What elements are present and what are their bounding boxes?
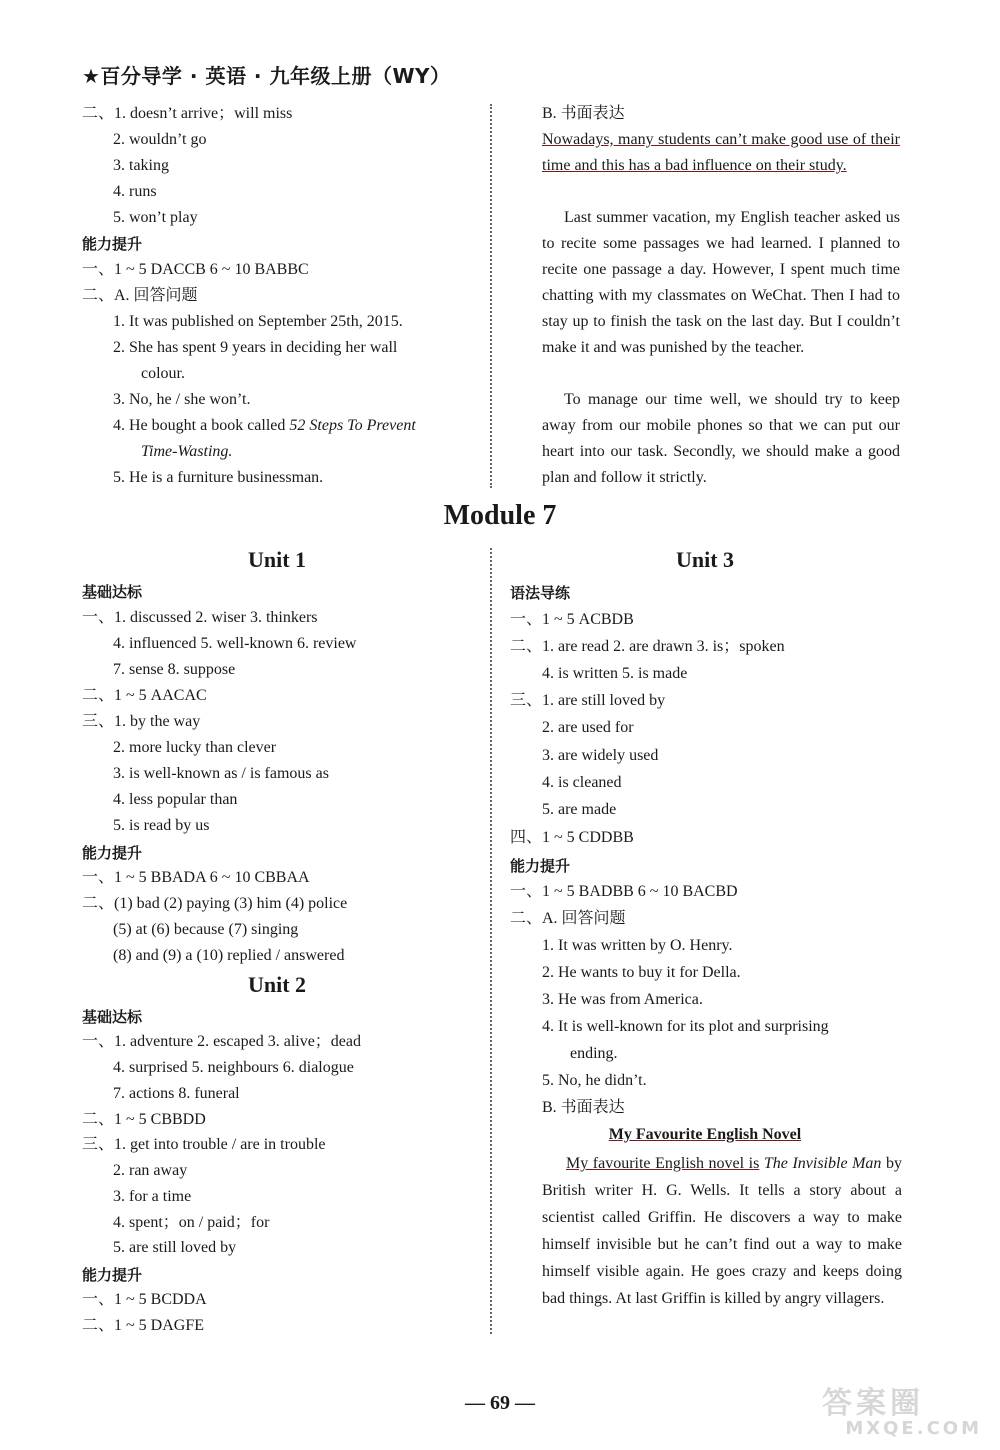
answer-line: 一、1 ~ 5 DACCB 6 ~ 10 BABBC	[82, 261, 309, 278]
answer-text: 4. He bought a book called	[113, 417, 286, 434]
section-heading: 基础达标	[82, 1008, 143, 1026]
book-title: The Invisible Man	[763, 1155, 882, 1172]
answer-line: 1. It was written by O. Henry.	[542, 937, 733, 954]
answer-line: 1. It was published on September 25th, 2015.	[113, 313, 403, 330]
unit1-title: Unit 1	[247, 547, 307, 572]
column-divider	[490, 548, 492, 1334]
writing-label: B. 书面表达	[542, 1099, 625, 1116]
answer-line: 二、(1) bad (2) paying (3) him (4) police	[82, 895, 348, 912]
answer-line: 三、1. get into trouble / are in trouble	[82, 1136, 326, 1153]
page-number: — 69 —	[465, 1392, 535, 1414]
answer-line: 4. surprised 5. neighbours 6. dialogue	[113, 1059, 354, 1076]
answer-line: 二、A. 回答问题	[82, 287, 198, 304]
answer-line: 4. influenced 5. well-known 6. review	[113, 635, 357, 652]
answer-line: 三、1. are still loved by	[510, 692, 666, 709]
answer-line: 2. more lucky than clever	[113, 739, 277, 756]
answer-line: 2. She has spent 9 years in deciding her wall	[113, 339, 398, 356]
watermark	[822, 1386, 982, 1439]
answer-line: 5. are made	[542, 801, 617, 818]
section-heading: 语法导练	[510, 584, 571, 602]
watermark-url: MXQE.COM	[845, 1418, 982, 1439]
answer-line: 二、1 ~ 5 CBBDD	[82, 1111, 206, 1128]
unit3-title: Unit 3	[675, 547, 735, 572]
answer-line: 3. is well-known as / is famous as	[113, 765, 329, 782]
answer-line: 4. is written 5. is made	[542, 665, 688, 682]
answer-line: 5. are still loved by	[113, 1239, 237, 1256]
section-heading: 基础达标	[82, 583, 143, 601]
answer-line: 二、A. 回答问题	[510, 910, 626, 927]
answer-line: 2. He wants to buy it for Della.	[542, 964, 741, 981]
answer-line: 2. ran away	[113, 1162, 188, 1179]
answer-line: 一、1 ~ 5 BADBB 6 ~ 10 BACBD	[510, 883, 738, 900]
answer-line	[113, 416, 416, 436]
book-title-cont: Time-Wasting.	[141, 443, 233, 460]
answer-line: 3. are widely used	[542, 747, 659, 764]
answer-line: 二、1. are read 2. are drawn 3. is；spoken	[510, 638, 785, 655]
answer-line: 一、1 ~ 5 ACBDB	[510, 611, 634, 628]
writing-label: B. 书面表达	[542, 105, 625, 122]
answer-line: 5. He is a furniture businessman.	[113, 469, 324, 486]
answer-line: 二、1 ~ 5 DAGFE	[82, 1317, 204, 1334]
answer-line: 5. is read by us	[113, 817, 210, 834]
answer-line: 三、1. by the way	[82, 713, 201, 730]
book-title: 52 Steps To Prevent	[289, 417, 416, 434]
watermark-text: 答案圈	[822, 1386, 924, 1421]
running-header: ★百分导学 · 英语 · 九年级上册（WY）	[82, 64, 451, 88]
section-heading: 能力提升	[82, 235, 143, 253]
essay-title: My Favourite English Novel	[608, 1126, 802, 1143]
underlined-topic: Nowadays, many students can’t make good use of their time and this has a bad influence on their study.	[542, 131, 900, 174]
answer-line: 7. actions 8. funeral	[113, 1085, 240, 1102]
unit2-title: Unit 2	[247, 972, 307, 997]
answer-line: 3. taking	[113, 157, 169, 174]
answer-line: 3. He was from America.	[542, 991, 703, 1008]
answer-line: 四、1 ~ 5 CDDBB	[510, 829, 634, 846]
answer-line: 一、1. discussed 2. wiser 3. thinkers	[82, 609, 318, 626]
section-heading: 能力提升	[82, 844, 143, 862]
answer-line: colour.	[141, 365, 185, 382]
answer-line: 4. runs	[113, 183, 157, 200]
answer-line: 二、1 ~ 5 AACAC	[82, 687, 207, 704]
answer-line: 4. less popular than	[113, 791, 238, 808]
answer-line: 一、1. adventure 2. escaped 3. alive；dead	[82, 1033, 362, 1050]
answer-line: (8) and (9) a (10) replied / answered	[113, 947, 345, 964]
answer-line: 一、1 ~ 5 BBADA 6 ~ 10 CBBAA	[82, 869, 310, 886]
answer-line: 5. won’t play	[113, 209, 198, 226]
essay-body	[542, 1150, 902, 1312]
answer-line: 3. for a time	[113, 1188, 192, 1205]
essay-para-3: To manage our time well, we should try to keep away from our mobile phones so that we can put our heart into our task. Secondly, we should make a good plan and follow it strictly.	[542, 391, 900, 486]
module-title: Module 7	[443, 500, 557, 531]
answer-line: 2. are used for	[542, 719, 634, 736]
section-heading: 能力提升	[510, 857, 571, 875]
answer-line: 7. sense 8. suppose	[113, 661, 236, 678]
answer-line: 3. No, he / she won’t.	[113, 391, 251, 408]
answer-line: 4. spent；on / paid；for	[113, 1214, 270, 1231]
essay-para-1	[542, 127, 900, 179]
answer-line: 2. wouldn’t go	[113, 131, 207, 148]
answer-line: 4. It is well-known for its plot and surprising	[542, 1018, 829, 1035]
answer-line: 5. No, he didn’t.	[542, 1072, 647, 1089]
essay-text: by British writer H. G. Wells. It tells a story about a scientist called Griffin. He discovers a way to make himself invisible but he can’t find out a way to make himself visible again. He goes crazy and keeps doing bad things. At last Griffin is killed by angry villagers.	[542, 1155, 902, 1307]
answer-line: 4. is cleaned	[542, 774, 622, 791]
answer-line: ending.	[570, 1045, 618, 1062]
essay-para-2: Last summer vacation, my English teacher asked us to recite some passages we had learned. I planned to recite one passage a day. However, I spent much time chatting with my classmates on WeChat. Then I had to stay up to finish the task on the last day. But I couldn’t make it and was punished by the teacher.	[542, 209, 900, 356]
column-divider	[490, 104, 492, 488]
answer-line: 一、1 ~ 5 BCDDA	[82, 1291, 207, 1308]
section-heading: 能力提升	[82, 1266, 143, 1284]
underlined-opening: My favourite English novel is	[566, 1155, 760, 1172]
answer-line: (5) at (6) because (7) singing	[113, 921, 299, 938]
answer-line: 二、1. doesn’t arrive；will miss	[82, 105, 293, 122]
